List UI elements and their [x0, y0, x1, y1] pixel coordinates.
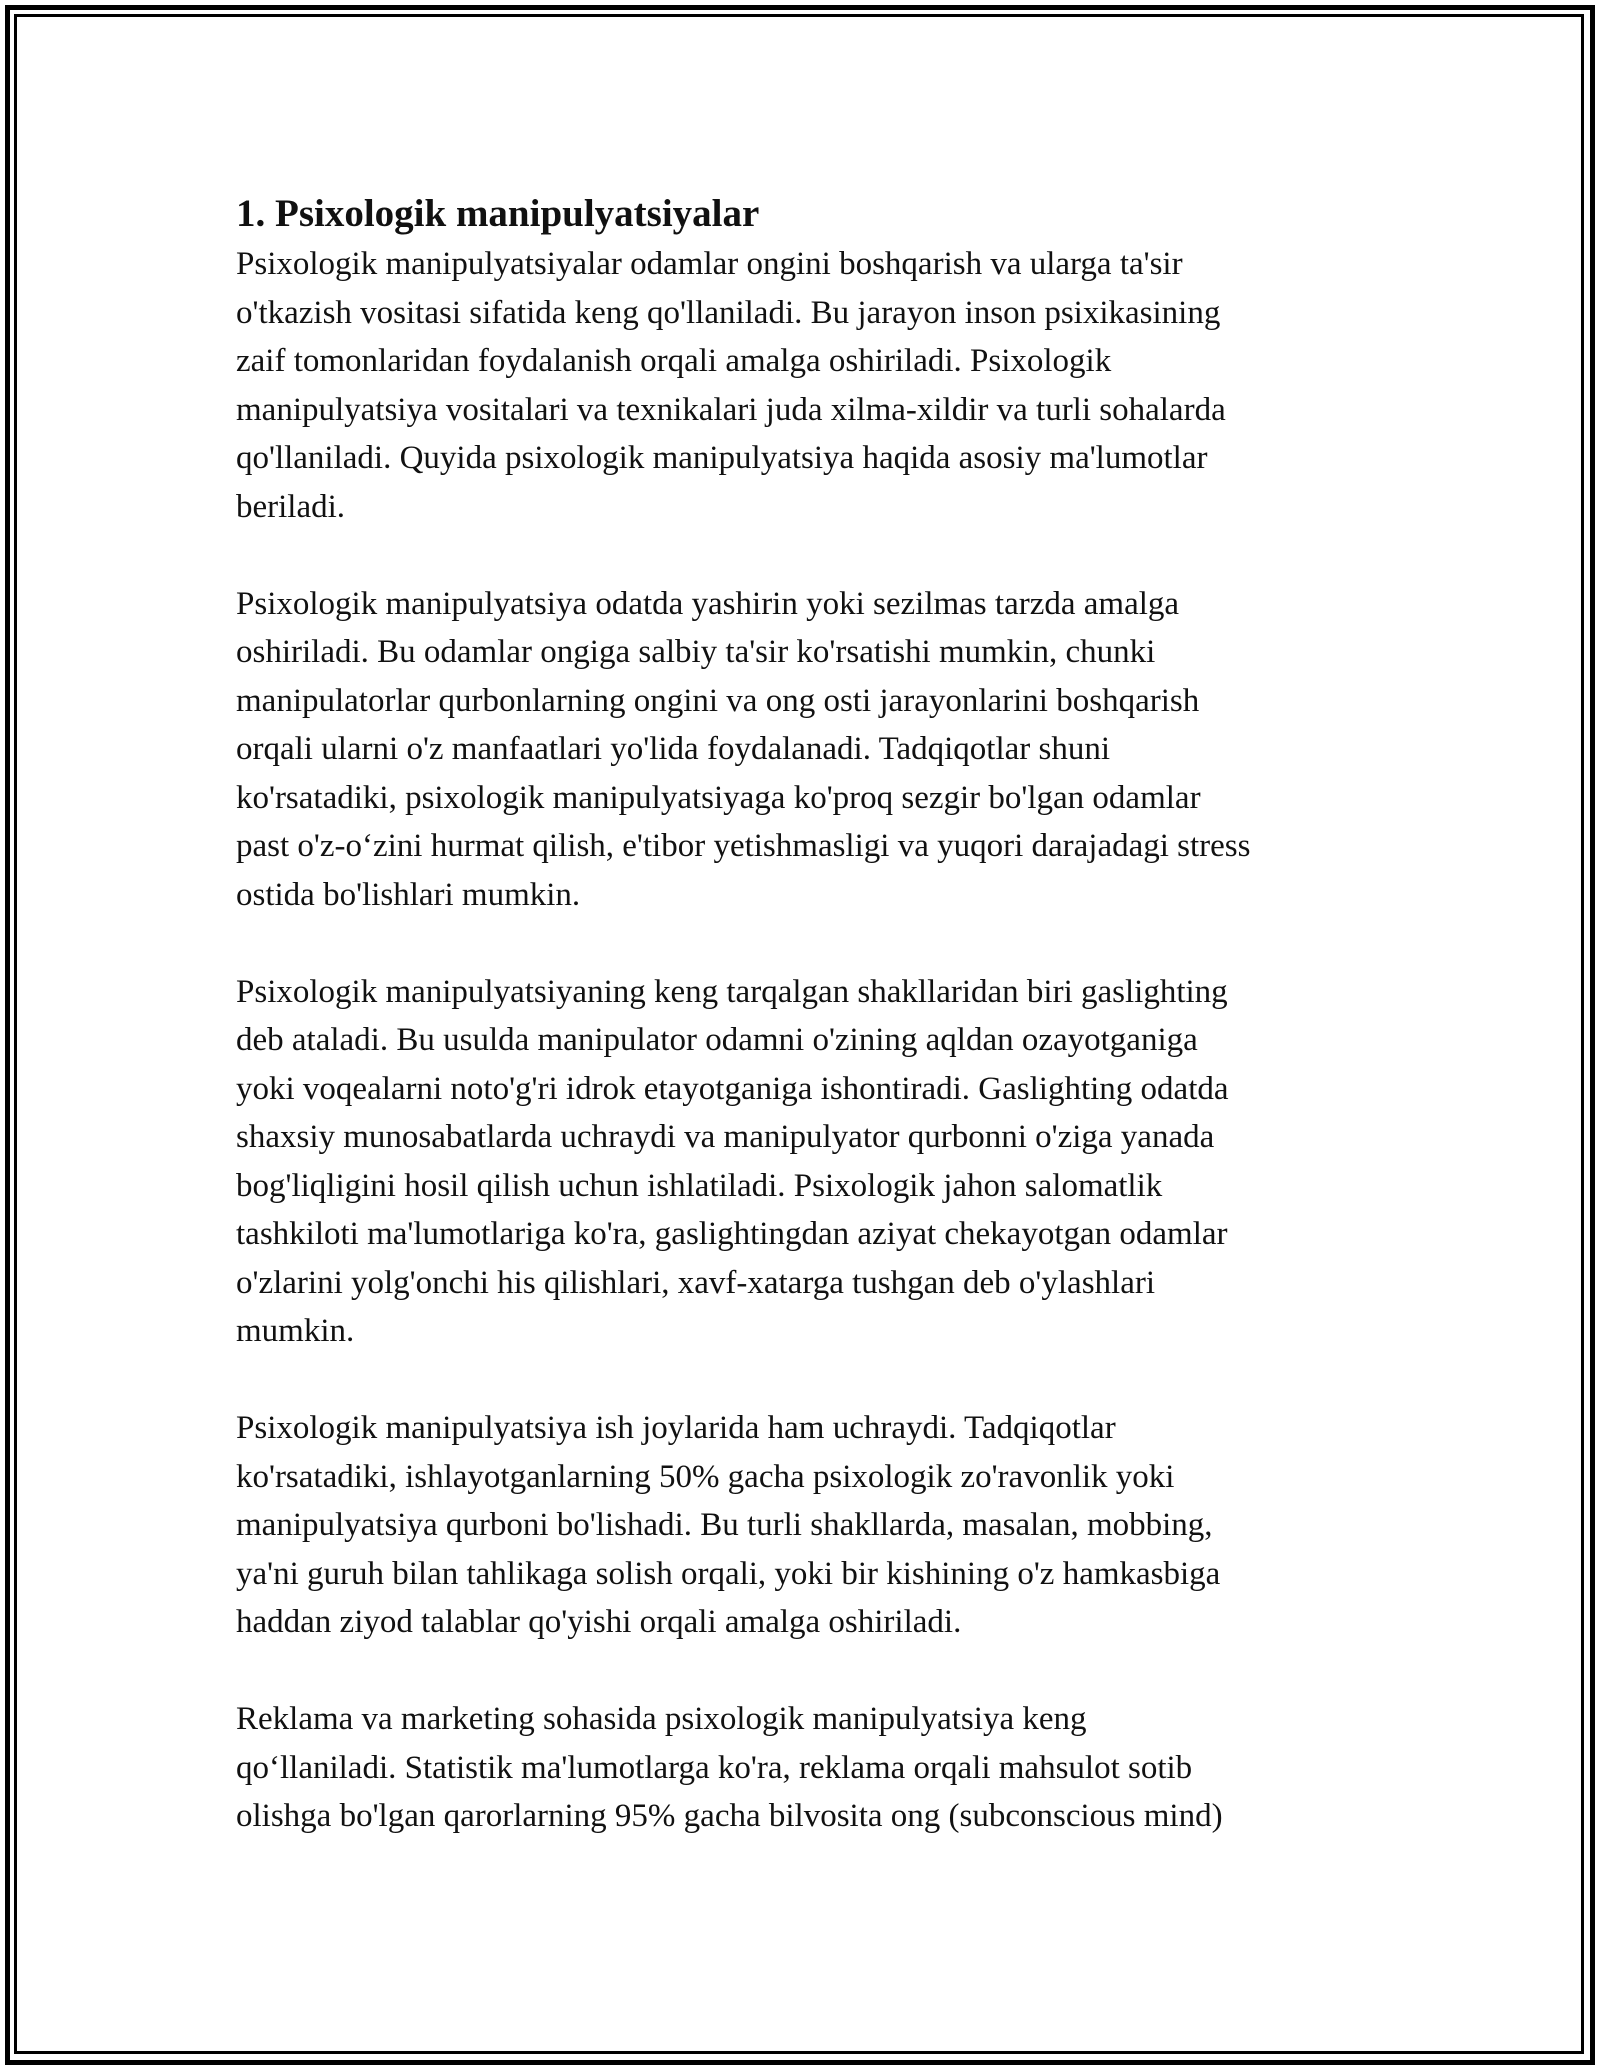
paragraph-line: manipulyatsiya vositalari va texnikalari juda xilma-xildir va turli sohalarda — [236, 391, 1226, 428]
document-body — [236, 188, 1386, 1841]
paragraph-line: beriladi. — [236, 488, 346, 525]
paragraph-line: ya'ni guruh bilan tahlikaga solish orqali, yoki bir kishining o'z hamkasbiga — [236, 1555, 1221, 1592]
paragraph-line: o'zlarini yolg'onchi his qilishlari, xavf-xatarga tushgan deb o'ylashlari — [236, 1264, 1156, 1301]
paragraph-line: bog'liqligini hosil qilish uchun ishlatiladi. Psixologik jahon salomatlik — [236, 1167, 1163, 1204]
paragraph — [236, 240, 1386, 531]
paragraph-line: past o'z-o‘zini hurmat qilish, e'tibor yetishmasligi va yuqori darajadagi stress — [236, 828, 1251, 864]
section-title: 1. Psixologik manipulyatsiyalar — [236, 192, 760, 235]
paragraph-line: manipulatorlar qurbonlarning ongini va ong osti jarayonlarini boshqarish — [236, 682, 1200, 719]
paragraph-line: qo‘llaniladi. Statistik ma'lumotlarga ko'ra, reklama orqali mahsulot sotib — [236, 1749, 1193, 1786]
paragraph-line: oshiriladi. Bu odamlar ongiga salbiy ta'sir ko'rsatishi mumkin, chunki — [236, 634, 1156, 670]
paragraph-line: orqali ularni o'z manfaatlari yo'lida foydalanadi. Tadqiqotlar shuni — [236, 731, 1111, 767]
paragraph-line: olishga bo'lgan qarorlarning 95% gacha bilvosita ong (subconscious mind) — [236, 1798, 1223, 1834]
paragraph — [236, 1695, 1386, 1841]
paragraph-line: tashkiloti ma'lumotlariga ko'ra, gaslightingdan aziyat chekayotgan odamlar — [236, 1216, 1228, 1252]
paragraph-line: Psixologik manipulyatsiyalar odamlar ongini boshqarish va ularga ta'sir — [236, 246, 1183, 282]
paragraph — [236, 580, 1386, 920]
paragraph-line: zaif tomonlaridan foydalanish orqali amalga oshiriladi. Psixologik — [236, 343, 1112, 379]
paragraph-line: yoki voqealarni noto'g'ri idrok etayotganiga ishontiradi. Gaslighting odatda — [236, 1070, 1229, 1107]
paragraph-line: mumkin. — [236, 1313, 355, 1349]
paragraph-line: shaxsiy munosabatlarda uchraydi va manipulyator qurbonni o'ziga yanada — [236, 1119, 1215, 1155]
paragraph — [236, 1404, 1386, 1647]
paragraph-line: haddan ziyod talablar qo'yishi orqali amalga oshiriladi. — [236, 1604, 962, 1640]
paragraph-line: ko'rsatadiki, psixologik manipulyatsiyaga ko'proq sezgir bo'lgan odamlar — [236, 779, 1201, 816]
paragraph-line: Psixologik manipulyatsiya odatda yashirin yoki sezilmas tarzda amalga — [236, 585, 1180, 622]
paragraph-line: ko'rsatadiki, ishlayotganlarning 50% gacha psixologik zo'ravonlik yoki — [236, 1458, 1175, 1495]
paragraph-line: Psixologik manipulyatsiya ish joylarida ham uchraydi. Tadqiqotlar — [236, 1410, 1116, 1446]
paragraph-line: Psixologik manipulyatsiyaning keng tarqalgan shakllaridan biri gaslighting — [236, 973, 1228, 1010]
paragraph-line: Reklama va marketing sohasida psixologik manipulyatsiya keng — [236, 1701, 1087, 1737]
paragraph — [236, 968, 1386, 1356]
paragraph-list — [236, 240, 1386, 1841]
paragraph-line: deb ataladi. Bu usulda manipulator odamni o'zining aqldan ozayotganiga — [236, 1022, 1198, 1058]
paragraph-line: manipulyatsiya qurboni bo'lishadi. Bu turli shakllarda, masalan, mobbing, — [236, 1507, 1213, 1543]
paragraph-line: ostida bo'lishlari mumkin. — [236, 876, 581, 913]
paragraph-line: qo'llaniladi. Quyida psixologik manipulyatsiya haqida asosiy ma'lumotlar — [236, 440, 1208, 476]
paragraph-line: o'tkazish vositasi sifatida keng qo'llaniladi. Bu jarayon inson psixikasining — [236, 294, 1221, 331]
